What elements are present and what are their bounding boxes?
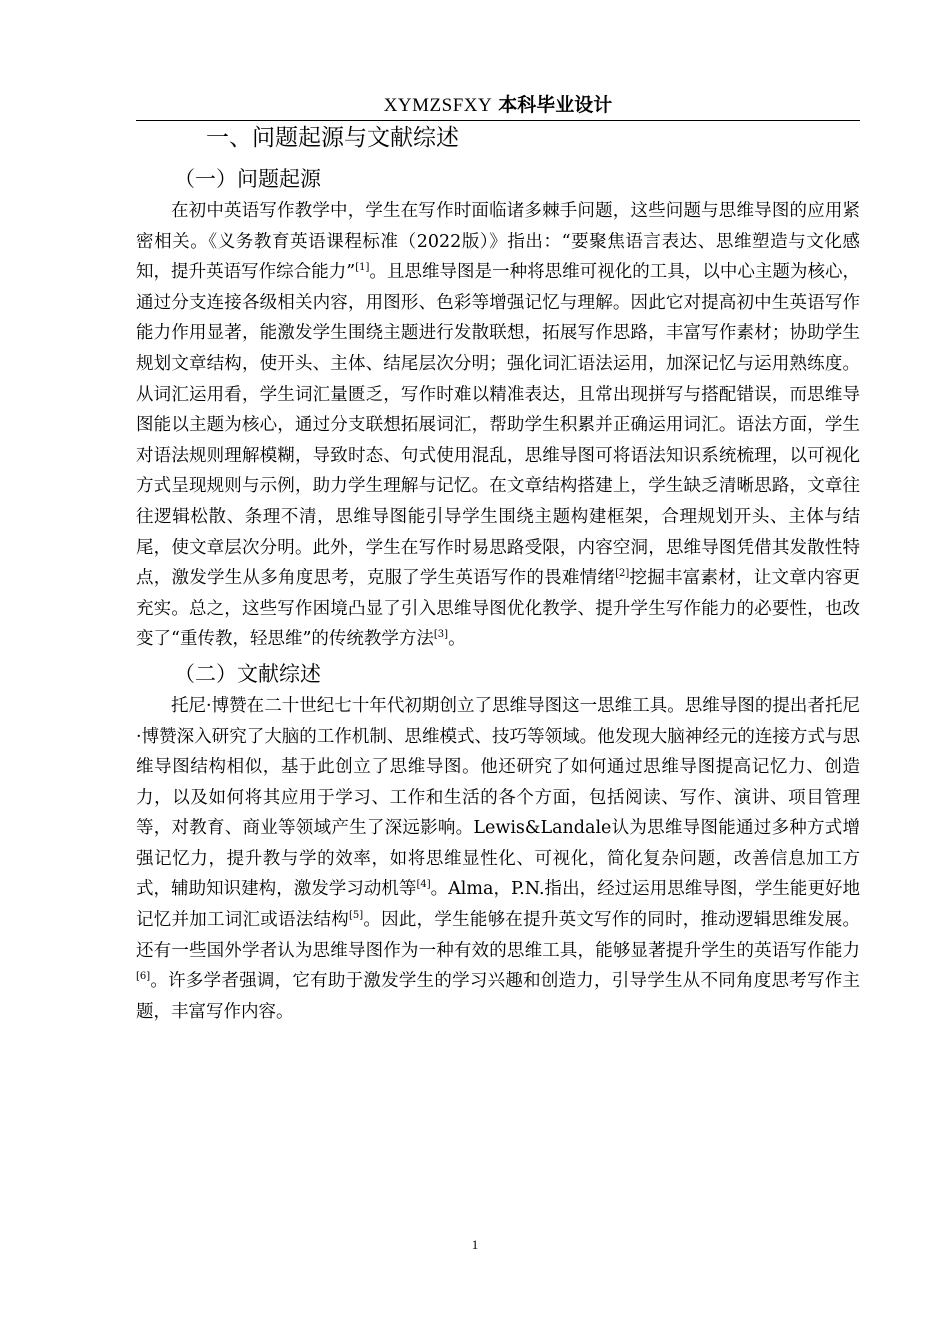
section-title: 一、问题起源与文献综述 bbox=[206, 125, 459, 151]
paragraph-text: 。且思维导图是一种将思维可视化的工具，以中心主题为核心，通过分支连接各级相关内容，用图形、色彩等增强记忆与理解。因此它对提高初中生英语写作能力作用显著，能激发学生围绕主题进行发散联想，拓展写作思路，丰富写作素材；协助学生规划文章结构，使开头、主体、结尾层次分明；强化词汇语法运用，加深记忆与运用熟练度。从词汇运用看，学生词汇量匮乏，写作时难以精准表达，且常出现拼写与搭配错误，而思维导图能以主题为核心，通过分支联想拓展词汇，帮助学生积累并正确运用词汇。语法方面，学生对语法规则理解模糊，导致时态、句式使用混乱，思维导图可将语法知识系统梳理，以可视化方式呈现规则与示例，助力学生理解与记忆。在文章结构搭建上，学生缺乏清晰思路，文章往往逻辑松散、条理不清，思维导图能引导学生围绕主题构建框架，合理规划开头、主体与结尾，使文章层次分明。此外，学生在写作时易思路受限，内容空洞，思维导图凭借其发散性特点，激发学生从多角度思考，克服了学生英语写作的畏难情绪 bbox=[136, 262, 861, 589]
paragraph-problem-origin bbox=[136, 196, 860, 655]
paragraph-literature-review bbox=[136, 691, 860, 1028]
subsection-title-origin: （一）问题起源 bbox=[174, 167, 321, 191]
paragraph-text: 。因此，学生能够在提升英文写作的同时，推动逻辑思维发展。还有一些国外学者认为思维导图作为一种有效的思维工具，能够显著提升学生的英语写作能力 bbox=[136, 910, 861, 961]
paragraph-text: 。 bbox=[448, 629, 466, 650]
citation-ref: [4] bbox=[416, 879, 431, 891]
citation-ref: [5] bbox=[348, 910, 364, 922]
page-number: 1 bbox=[471, 1237, 479, 1252]
paragraph-text: 。许多学者强调，它有助于激发学生的学习兴趣和创造力，引导学生从不同角度思考写作主题，丰富写作内容。 bbox=[136, 971, 860, 1022]
header-doc-type: 本科毕业设计 bbox=[498, 94, 613, 116]
citation-ref: [3] bbox=[433, 629, 449, 641]
header-school-code: XYMZSFXY bbox=[383, 95, 493, 116]
page-header bbox=[136, 92, 860, 121]
citation-ref: [6] bbox=[136, 971, 151, 983]
paragraph-text: 挖掘丰富素材，让文章内容更充实。总之，这些写作困境凸显了引入思维导图优化教学、提升学生写作能力的必要性，也改变了“重传教，轻思维”的传统教学方法 bbox=[136, 568, 861, 650]
citation-ref: [2] bbox=[615, 568, 630, 580]
subsection-title-literature: （二）文献综述 bbox=[174, 661, 321, 686]
paragraph-text: 托尼·博赞在二十世纪七十年代初期创立了思维导图这一思维工具。思维导图的提出者托尼·博赞深入研究了大脑的工作机制、思维模式、技巧等领域。他发现大脑神经元的连接方式与思维导图结构相似，基于此创立了思维导图。他还研究了如何通过思维导图提高记忆力、创造力，以及如何将其应用于学习、工作和生活的各个方面，包括阅读、写作、演讲、项目管理等，对教育、商业等领域产生了深远影响。Lewis&Landale认为思维导图能通过多种方式增强记忆力，提升教与学的效率，如将思维显性化、可视化，简化复杂问题，改善信息加工方式，辅助知识建构，激发学习动机等 bbox=[136, 695, 860, 900]
citation-ref: [1] bbox=[355, 262, 370, 274]
paragraph-text: 在初中英语写作教学中，学生在写作时面临诸多棘手问题，这些问题与思维导图的应用紧密相关。《义务教育英语课程标准（2022版）》指出：“要聚焦语言表达、思维塑造与文化感知，提升英语写作综合能力” bbox=[136, 201, 860, 283]
paragraph-text: 。Alma，P.N.指出，经过运用思维导图，学生能更好地记忆并加工词汇或语法结构 bbox=[136, 879, 861, 931]
main-content bbox=[136, 122, 860, 1027]
